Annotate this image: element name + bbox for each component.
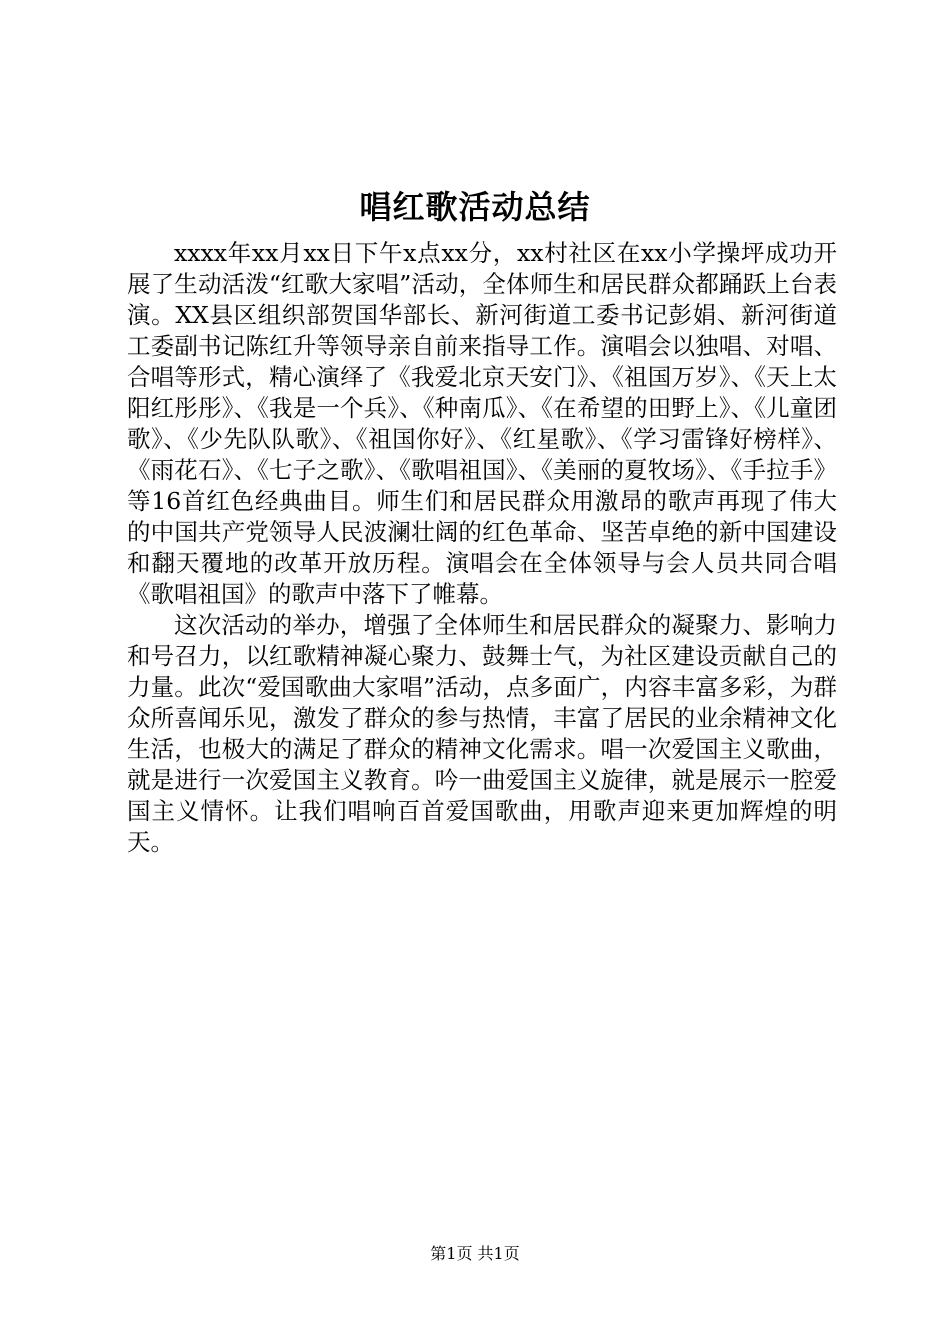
paragraph-1: xxxx年xx月xx日下午x点xx分，xx村社区在xx小学操坪成功开展了生动活泼“红歌大家唱”活动，全体师生和居民群众都踊跃上台表演。XX县区组织部贺国华部长、新河街道工委书记彭娟、新河街道工委副书记陈红升等领导亲自前来指导工作。演唱会以独唱、对唱、合唱等形式，精心演绎了《我爱北京天安门》、《祖国万岁》、《天上太阳红彤彤》、《我是一个兵》、《种南瓜》、《在希望的田野上》、《儿童团歌》、《少先队队歌》、《祖国你好》、《红星歌》、《学习雷锋好榜样》、《雨花石》、《七子之歌》、《歌唱祖国》、《美丽的夏牧场》、《手拉手》等16首红色经典曲目。师生们和居民群众用激昂的歌声再现了伟大的中国共产党领导人民波澜壮阔的红色革命、坚苦卓绝的新中国建设和翻天覆地的改革开放历程。演唱会在全体领导与会人员共同合唱《歌唱祖国》的歌声中落下了帷幕。 [127, 239, 837, 608]
page-footer: 第1页 共1页 [430, 1244, 520, 1263]
document-body [127, 238, 837, 858]
document-title: 唱红歌活动总结 [359, 188, 591, 226]
paragraph-2: 这次活动的举办，增强了全体师生和居民群众的凝聚力、影响力和号召力，以红歌精神凝心聚力、鼓舞士气，为社区建设贡献自己的力量。此次“爱国歌曲大家唱”活动，点多面广，内容丰富多彩，为群众所喜闻乐见，激发了群众的参与热情，丰富了居民的业余精神文化生活，也极大的满足了群众的精神文化需求。唱一次爱国主义歌曲，就是进行一次爱国主义教育。吟一曲爱国主义旋律，就是展示一腔爱国主义情怀。让我们唱响百首爱国歌曲，用歌声迎来更加辉煌的明天。 [127, 611, 837, 856]
